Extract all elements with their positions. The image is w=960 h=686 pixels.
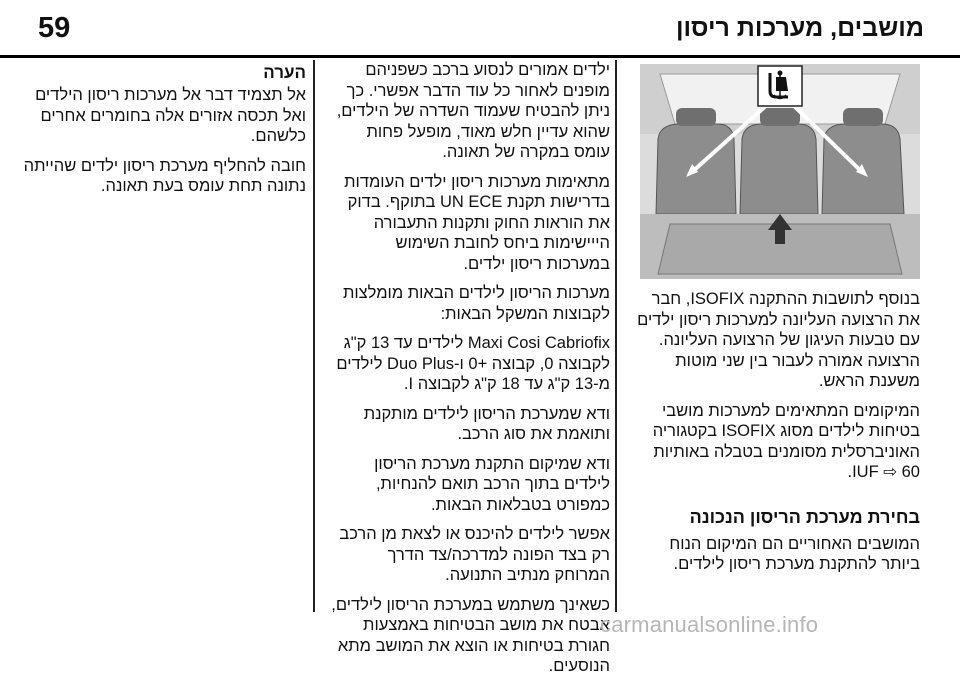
- isofix-positions-paragraph: המיקומים המתאימים למערכות מושבי בטיחות לילדים מסוג ISOFIX בקטגוריה האוניברסלית מסומנים בטבלה באותיות IUF ⇨ 60.: [652, 401, 920, 481]
- middle-column: [328, 60, 610, 686]
- standards-paragraph: מתאימות מערכות ריסון ילדים העומדות בדרישות תקנת UN ECE בתוקף. בדוק את הוראות החוק ותקנות התעבורה הייישימות ביחס לחובת השימוש במערכות ריסון ילדים.: [344, 172, 610, 273]
- recommended-intro-paragraph: מערכות הריסון לילדים הבאות מומלצות לקבוצות המשקל הבאות:: [342, 284, 610, 323]
- section-paragraph: המושבים האחוריים הם המיקום הנוח ביותר להתקנת מערכת ריסון לילדים.: [669, 534, 920, 573]
- right-column: [632, 60, 920, 584]
- page-header: [0, 0, 960, 60]
- secure-unused-seat-paragraph: כשאינך משתמש במערכת הריסון לילדים, אבטח את מושב הבטיחות באמצעות חגורת בטיחות או הוצא את המושב מתא הנוסעים.: [331, 595, 610, 675]
- section-heading: בחירת מערכת הריסון הנכונה: [689, 506, 920, 527]
- position-fit-paragraph: ודא שמיקום התקנת מערכת הריסון לילדים בתוך הרכב תואם להנחיות, כמפורט בטבלאות הבאות.: [374, 454, 610, 514]
- isofix-tether-paragraph: בנוסף לתושבות ההתקנה ISOFIX, חבר את הרצועה העליונה למערכות ריסון ילדים עם טבעות העיגון של הרצועה העליונה. הרצועה אמורה לעבור בין שני מוטות משענת הראש.: [637, 290, 920, 390]
- kerb-side-paragraph: אפשר לילדים להיכנס או לצאת מן הרכב רק בצד הפונה למדרכה/צד הדרך המרוחק מנתיב התנועה.: [339, 525, 610, 584]
- column-divider-right: [615, 60, 617, 612]
- recommended-models-paragraph: Maxi Cosi Cabriofix לילדים עד 13 ק"ג לקבוצה 0, קבוצה +0 ו-Duo Plus לילדים מ-13 ק"ג עד 18 ק"ג לקבוצה I.: [336, 334, 610, 393]
- rear-seats-figure: [640, 64, 920, 279]
- vehicle-fit-paragraph: ודא שמערכת הריסון לילדים מותקנת ותואמת את סוג הרכב.: [363, 404, 610, 443]
- left-column: [22, 62, 306, 206]
- note-paragraph-2: חובה להחליף מערכת ריסון ילדים שהייתה נתונה תחת עומס בעת תאונה.: [23, 156, 306, 195]
- note-paragraph-1: אל תצמיד דבר אל מערכות ריסון הילדים ואל תכסה אזורים אלה בחומרים אחרים כלשהם.: [35, 86, 306, 145]
- chapter-title: מושבים, מערכות ריסון: [675, 14, 924, 42]
- header-rule: [0, 55, 960, 58]
- watermark: carmanualsonline.info: [600, 612, 819, 637]
- child-seat-anchor-icon: [762, 69, 798, 103]
- rear-facing-paragraph: ילדים אמורים לנסוע ברכב כשפניהם מופנים לאחור כל עוד הדבר אפשרי. כך ניתן להבטיח שעמוד השדרה של הילדים, שהוא עדיין חלש מאוד, מופעל פחות עומס במקרה של תאונה.: [336, 61, 610, 161]
- page-number: 59: [38, 12, 71, 44]
- column-divider-left: [313, 60, 315, 612]
- note-heading: הערה: [263, 63, 306, 82]
